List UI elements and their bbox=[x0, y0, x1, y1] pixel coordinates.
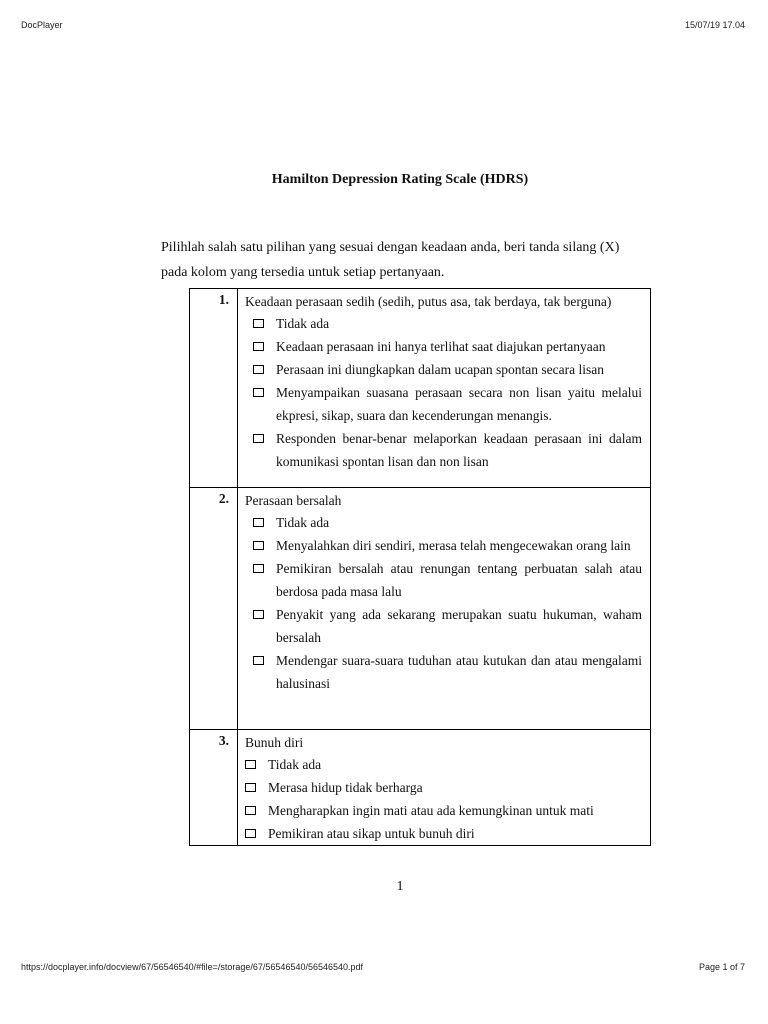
option-label: Perasaan ini diungkapkan dalam ucapan spontan secara lisan bbox=[276, 362, 605, 377]
checkbox-icon[interactable] bbox=[253, 388, 264, 397]
option-label: Menyampaikan suasana perasaan secara non lisan yaitu melalui ekpresi, sikap, suara dan kecenderungan menangis. bbox=[276, 385, 642, 423]
option-label: Keadaan perasaan ini hanya terlihat saat diajukan pertanyaan bbox=[276, 339, 606, 354]
checkbox-icon[interactable] bbox=[253, 610, 264, 619]
option-item[interactable] bbox=[253, 557, 642, 603]
option-item[interactable] bbox=[253, 511, 642, 534]
checkbox-icon[interactable] bbox=[245, 829, 256, 838]
question-content bbox=[238, 488, 651, 730]
option-item[interactable] bbox=[245, 799, 642, 822]
checkbox-icon[interactable] bbox=[253, 434, 264, 443]
option-item[interactable] bbox=[253, 312, 642, 335]
question-row-1 bbox=[190, 289, 651, 488]
option-label: Menyalahkan diri sendiri, merasa telah mengecewakan orang lain bbox=[276, 538, 631, 553]
option-label: Mendengar suara-suara tuduhan atau kutukan dan atau mengalami halusinasi bbox=[276, 653, 642, 691]
option-label: Responden benar-benar melaporkan keadaan perasaan ini dalam komunikasi spontan lisan dan non lisan bbox=[276, 431, 642, 469]
document-url: https://docplayer.info/docview/67/56546540/#file=/storage/67/56546540/56546540.pdf bbox=[21, 962, 364, 972]
page-indicator: Page 1 of 7 bbox=[698, 962, 745, 972]
question-number: 3. bbox=[190, 730, 238, 846]
checkbox-icon[interactable] bbox=[245, 760, 256, 769]
question-title: Keadaan perasaan sedih (sedih, putus asa, tak berdaya, tak berguna) bbox=[245, 294, 612, 309]
checkbox-icon[interactable] bbox=[253, 518, 264, 527]
option-label: Pemikiran atau sikap untuk bunuh diri bbox=[268, 826, 475, 841]
instructions-paragraph: Pilihlah salah satu pilihan yang sesuai dengan keadaan anda, beri tanda silang (X) pada kolom yang tersedia untuk setiap pertanyaan. bbox=[161, 240, 620, 280]
checkbox-icon[interactable] bbox=[253, 541, 264, 550]
checkbox-icon[interactable] bbox=[245, 806, 256, 815]
site-name: DocPlayer bbox=[21, 20, 63, 30]
option-item[interactable] bbox=[245, 822, 642, 845]
print-datetime: 15/07/19 17.04 bbox=[684, 20, 745, 30]
checkbox-icon[interactable] bbox=[253, 319, 264, 328]
question-row-3 bbox=[190, 730, 651, 846]
checkbox-icon[interactable] bbox=[245, 783, 256, 792]
option-item[interactable] bbox=[253, 358, 642, 381]
hdrs-question-table bbox=[189, 288, 651, 846]
option-item[interactable] bbox=[253, 603, 642, 649]
checkbox-icon[interactable] bbox=[253, 365, 264, 374]
page-number: 1 bbox=[396, 879, 404, 894]
option-label: Tidak ada bbox=[268, 757, 322, 772]
option-item[interactable] bbox=[253, 427, 642, 473]
option-list bbox=[245, 511, 642, 695]
option-list bbox=[245, 753, 642, 845]
document-title: Hamilton Depression Rating Scale (HDRS) bbox=[271, 172, 529, 187]
question-number: 2. bbox=[190, 488, 238, 730]
option-label: Tidak ada bbox=[276, 515, 330, 530]
question-title: Bunuh diri bbox=[245, 735, 304, 750]
option-label: Tidak ada bbox=[276, 316, 330, 331]
option-item[interactable] bbox=[253, 381, 642, 427]
option-label: Pemikiran bersalah atau renungan tentang perbuatan salah atau berdosa pada masa lalu bbox=[276, 561, 642, 599]
option-list bbox=[245, 312, 642, 473]
option-item[interactable] bbox=[253, 649, 642, 695]
question-title: Perasaan bersalah bbox=[245, 493, 342, 508]
option-item[interactable] bbox=[253, 534, 642, 557]
option-item[interactable] bbox=[245, 753, 642, 776]
option-item[interactable] bbox=[253, 335, 642, 358]
option-label: Penyakit yang ada sekarang merupakan suatu hukuman, waham bersalah bbox=[276, 607, 642, 645]
question-row-2 bbox=[190, 488, 651, 730]
checkbox-icon[interactable] bbox=[253, 342, 264, 351]
question-content bbox=[238, 289, 651, 488]
question-content bbox=[238, 730, 651, 846]
checkbox-icon[interactable] bbox=[253, 656, 264, 665]
option-label: Merasa hidup tidak berharga bbox=[268, 780, 423, 795]
option-label: Mengharapkan ingin mati atau ada kemungkinan untuk mati bbox=[268, 803, 594, 818]
question-number: 1. bbox=[190, 289, 238, 488]
option-item[interactable] bbox=[245, 776, 642, 799]
checkbox-icon[interactable] bbox=[253, 564, 264, 573]
